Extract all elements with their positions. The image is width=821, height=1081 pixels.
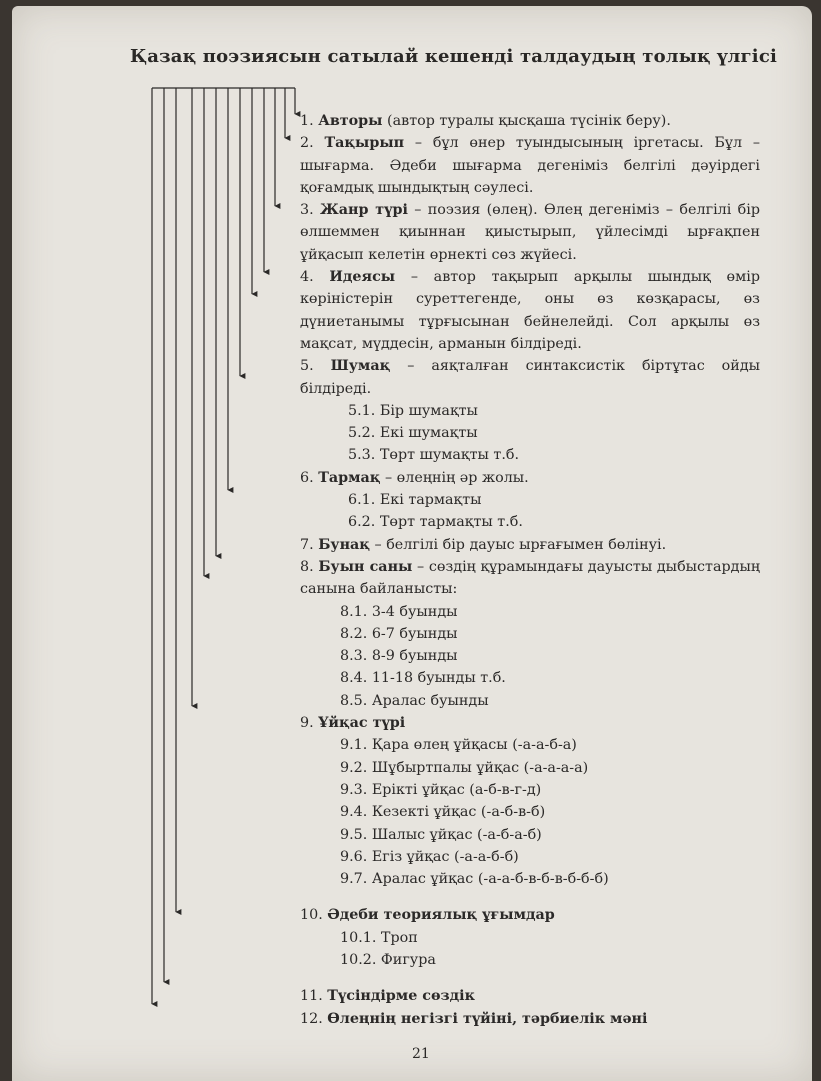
sub-item: 10.2. Фигура [340,951,436,968]
page-number: 21 [412,1046,430,1062]
item-9: 9. Ұйқас түрі [300,715,406,732]
sub-item: 8.1. 3-4 буынды [340,603,458,620]
item-5: 5. Шумақ – аяқталған синтаксистік біртұтас ойды білдіреді. [300,358,760,397]
item-4: 4. Идеясы – автор тақырып арқылы шындық өмір көріністерін суреттегенде, оны өз көзқарасы, өз дүниетанымы тұрғысынан бейнелейді. Сол арқылы өз мақсат, мүддесін, арманын білдіреді. [300,269,760,352]
sub-item: 5.1. Бір шумақты [348,402,478,419]
sub-item: 6.1. Екі тармақты [348,492,482,509]
sub-item: 9.7. Аралас ұйқас (-а-а-б-в-б-в-б-б-б) [340,871,609,888]
outline-text [300,110,760,1030]
item-1: 1. Авторы (автор туралы қысқаша түсінік беру). [300,113,671,129]
sub-item: 8.3. 8-9 буынды [340,648,458,665]
sub-item: 5.2. Екі шумақты [348,425,478,442]
item-7: 7. Бунақ – белгілі бір дауыс ырғағымен бөлінуі. [300,536,667,553]
sub-item: 10.1. Троп [340,929,418,946]
sub-item: 5.3. Төрт шумақты т.б. [348,447,520,464]
item-2: 2. Тақырып – бұл өнер туындысының іргетасы. Бұл – шығарма. Әдеби шығарма дегеніміз белгілі дәуірдегі қоғамдық шындықтың сәулесі. [300,135,761,196]
sub-item: 9.4. Кезекті ұйқас (-а-б-в-б) [340,804,546,821]
book-page [12,6,812,1081]
item-10: 10. Әдеби теориялық ұғымдар [300,907,555,924]
item-11: 11. Түсіндірме сөздік [300,988,475,1005]
sub-item: 9.6. Егіз ұйқас (-а-а-б-б) [340,848,519,865]
sub-item: 8.4. 11-18 буынды т.б. [340,670,506,687]
item-3: 3. Жанр түрі – поэзия (өлең). Өлең дегеніміз – белгілі бір өлшеммен қиыннан қиыстырып, үйлесімді ырғақпен ұйқасып келетін өрнекті сөз жүйесі. [300,202,760,263]
page-title: Қазақ поэзиясын сатылай кешенді талдаудың толық үлгісі [130,46,778,67]
sub-item: 6.2. Төрт тармақты т.б. [348,514,523,531]
sub-item: 8.5. Аралас буынды [340,692,489,709]
sub-item: 9.1. Қара өлең ұйқасы (-а-а-б-а) [340,737,577,754]
item-12: 12. Өлеңнің негізгі түйіні, тәрбиелік мәні [300,1010,648,1027]
sub-item: 8.2. 6-7 буынды [340,625,458,642]
item-6: 6. Тармақ – өлеңнің әр жолы. [300,469,529,486]
sub-item: 9.3. Ерікті ұйқас (а-б-в-г-д) [340,781,542,798]
sub-item: 9.2. Шұбыртпалы ұйқас (-а-а-а-а) [340,759,589,776]
sub-item: 9.5. Шалыс ұйқас (-а-б-а-б) [340,826,542,843]
item-8: 8. Буын саны – сөздің құрамындағы дауысты дыбыстардың санына байланысты: [300,558,760,598]
